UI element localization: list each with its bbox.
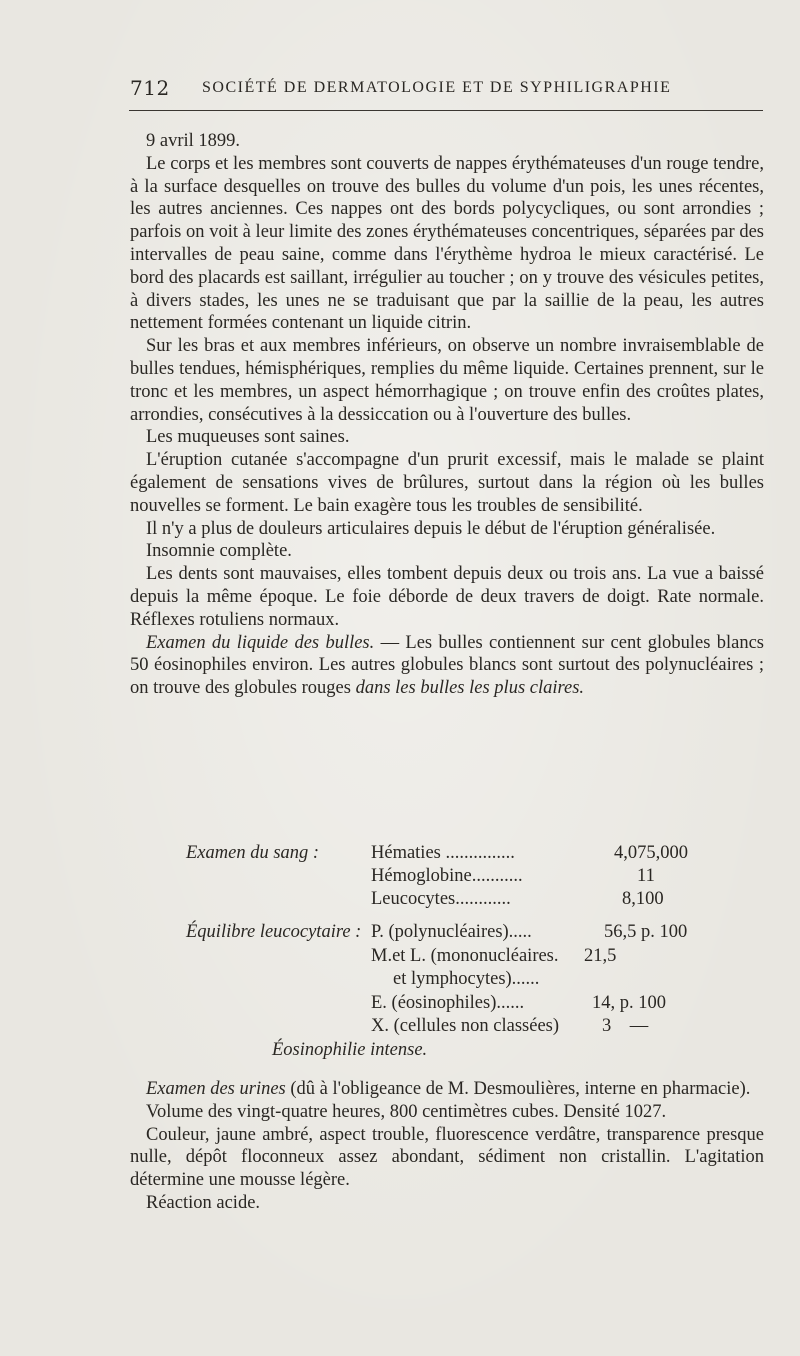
paragraph: L'éruption cutanée s'accompagne d'un prurit excessif, mais le malade se plaint également de sensations vives de brûlures, surtout dans la région où les bulles nouvelles se forment. Le bain exagère tous les troubles de sensibilité. (130, 450, 764, 516)
paragraph-liquid-exam (130, 632, 764, 700)
blood-row-name: Hémoglobine........... (371, 866, 523, 886)
paragraph: Couleur, jaune ambré, aspect trouble, fluorescence verdâtre, transparence presque nulle, dépôt floconneux assez abondant, sédiment non cristallin. L'agitation détermine une mousse légère. (130, 1124, 764, 1191)
blood-row-name: Leucocytes............ (371, 889, 511, 909)
equilibre-row-value: 56,5 p. 100 (604, 922, 688, 942)
equilibre-row-name: M.et L. (mononucléaires. (371, 946, 559, 966)
main-text (130, 130, 764, 700)
paragraph: Il n'y a plus de douleurs articulaires depuis le début de l'éruption généralisée. (146, 518, 716, 539)
running-title: SOCIÉTÉ DE DERMATOLOGIE ET DE SYPHILIGRAPHIE (202, 79, 672, 96)
equilibre-row-value: 14, p. 100 (592, 993, 666, 1013)
blood-row-value: 11 (637, 866, 655, 886)
urine-label: Examen des urines (146, 1079, 286, 1099)
paragraph: Sur les bras et aux membres inférieurs, on observe un nombre invraisemblable de bulles tendues, hémisphériques, remplies du même liquide. Certaines prennent, sur le tronc et les membres, un aspect hémorrhagique ; on trouve enfin des croûtes plates, arrondies, consécutives à la dessiccation ou à l'ouverture des bulles. (130, 336, 764, 425)
header-rule (129, 110, 763, 111)
liquid-exam-label: Examen du liquide des bulles. (146, 632, 375, 653)
paragraph: Insomnie complète. (146, 541, 292, 562)
eosinophilie-conclusion: Éosinophilie intense. (272, 1040, 428, 1060)
blood-row-value: 4,075,000 (614, 843, 688, 863)
equilibre-row-name: P. (polynucléaires)..... (371, 922, 532, 942)
equilibre-row-name: X. (cellules non classées) (371, 1016, 560, 1036)
paragraph: Le corps et les membres sont couverts de nappes érythémateuses d'un rouge tendre, à la surface desquelles on trouve des bulles du volume d'un pois, les unes récentes, les autres anciennes. Ces nappes ont des bords polycycliques, ou sont arrondies ; parfois on voit à leur limite des zones érythémateuses concentriques, séparées par des intervalles de peau saine, comme dans l'érythème hydroa le mieux caractérisé. Le bord des placards est saillant, irrégulier au toucher ; on y trouve des vésicules petites, à divers stades, les unes ne se traduisant que par la saillie de la peau, les autres nettement formées contenant un liquide citrin. (130, 153, 764, 334)
blood-label: Examen du sang : (186, 843, 320, 863)
blood-row-value: 8,100 (622, 889, 664, 909)
urine-intro (130, 1078, 764, 1101)
paragraph: Les muqueuses sont saines. (146, 427, 350, 448)
liquid-exam-emphasis: dans les bulles les plus claires. (355, 678, 585, 699)
equilibre-row-name: E. (éosinophiles)...... (371, 993, 525, 1013)
page-number: 712 (130, 76, 170, 100)
equilibre-row-name: et lymphocytes)...... (393, 969, 540, 989)
paragraph-date: 9 avril 1899. (146, 131, 241, 151)
page-header (130, 76, 763, 104)
paragraph: Réaction acide. (146, 1192, 261, 1213)
paragraph: Volume des vingt-quatre heures, 800 centimètres cubes. Densité 1027. (146, 1101, 667, 1122)
liquid-exam-text: — Les bulles contiennent sur cent globules blancs 50 éosinophiles environ. Les autres globules blancs sont surtout des polynucléaires ; on trouve des globules rouges (130, 632, 764, 699)
paragraph: Les dents sont mauvaises, elles tombent depuis deux ou trois ans. La vue a baissé depuis la même époque. Le foie déborde de deux travers de doigt. Rate normale. Réflexes rotuliens normaux. (130, 564, 764, 630)
urine-section (130, 1078, 764, 1215)
blood-row-name: Hématies ............... (371, 843, 515, 863)
equilibre-label: Équilibre leucocytaire : (186, 922, 362, 942)
urine-intro-text: (dû à l'obligeance de M. Desmoulières, interne en pharmacie). (285, 1079, 751, 1099)
equilibre-row-value: 21,5 (584, 946, 617, 966)
equilibre-row-value: 3 — (602, 1016, 649, 1036)
